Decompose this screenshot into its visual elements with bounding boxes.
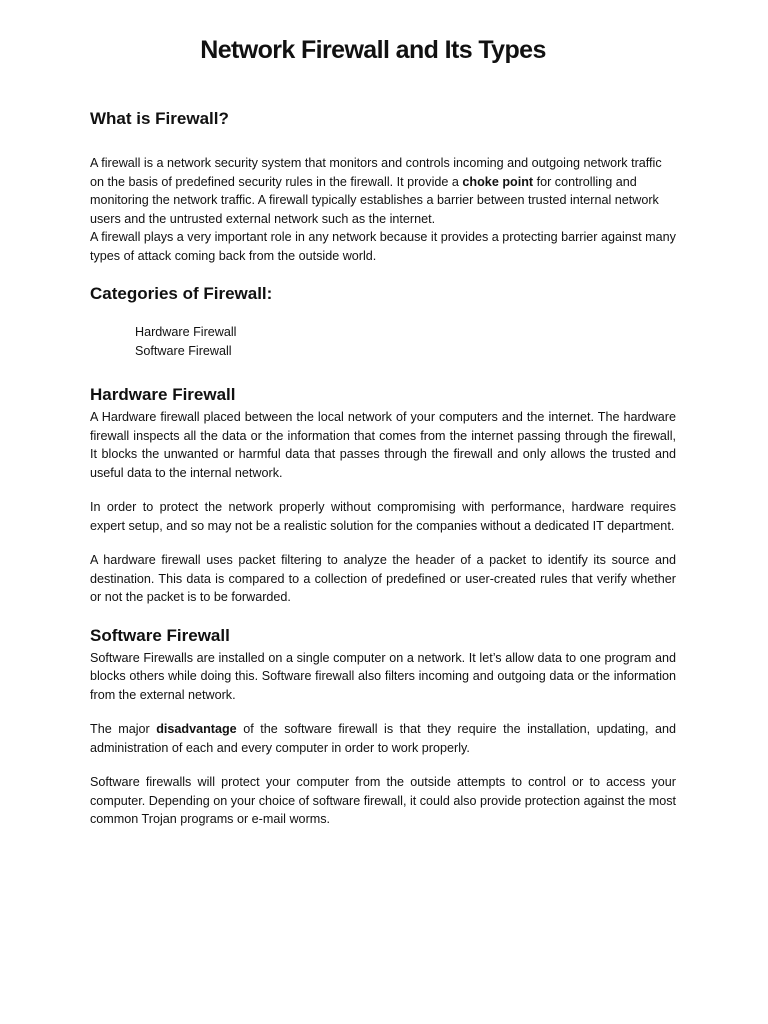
paragraph-hardware-3: A hardware firewall uses packet filtering to analyze the header of a packet to identify its source and destination. This data is compared to a collection of predefined or user-created rules that verify whether or not the packet is to be forwarded.: [90, 553, 676, 604]
category-item-software: Software Firewall: [135, 343, 232, 358]
heading-hardware-firewall: Hardware Firewall: [90, 385, 236, 404]
text-run: of the software firewall is that they require the installation, updating, and administration of each and every computer in order to work properly.: [90, 722, 676, 755]
text-run: The major: [90, 722, 157, 736]
bold-text-disadvantage: disadvantage: [156, 722, 237, 736]
heading-what-is-firewall: What is Firewall?: [90, 109, 229, 128]
document-body: [90, 106, 676, 829]
paragraph-hardware-2: In order to protect the network properly without compromising with performance, hardware requires expert setup, and so may not be a realistic solution for the companies without a dedicated IT department.: [90, 500, 676, 533]
heading-software-firewall: Software Firewall: [90, 625, 230, 645]
paragraph-hardware-1: A Hardware firewall placed between the local network of your computers and the internet. The hardware firewall inspects all the data or the information that comes from the internet passing through the firewall, It blocks the unwanted or harmful data that passes through the firewall and only allows the trusted and useful data to the internal network.: [90, 410, 676, 480]
paragraph-software-3: Software firewalls will protect your computer from the outside attempts to control or to access your computer. Depending on your choice of software firewall, it could also provide protection against the most common Trojan programs or e-mail worms.: [90, 775, 676, 826]
paragraph-software-2: [90, 720, 676, 757]
paragraph-what-is-2: A firewall plays a very important role in any network because it provides a protecting barrier against many types of attack coming back from the outside world.: [90, 230, 676, 263]
text-run: A firewall is a network security system that monitors and controls incoming and outgoing network traffic on the basis of predefined security rules in the firewall. It provide a: [90, 156, 662, 189]
category-list: [90, 323, 676, 360]
text-run: for controlling and monitoring the network traffic. A firewall typically establishes a barrier between trusted internal network users and the untrusted external network such as the internet.: [90, 174, 659, 226]
paragraph-software-1: Software Firewalls are installed on a single computer on a network. It let’s allow data to one program and blocks others while doing this. Software firewall also filters incoming and outgoing data or the information from the external network.: [90, 650, 676, 702]
heading-categories: Categories of Firewall:: [90, 284, 273, 303]
paragraph-what-is-1: [90, 154, 676, 228]
page-title: Network Firewall and Its Types: [200, 36, 546, 64]
category-item-hardware: Hardware Firewall: [135, 325, 237, 339]
bold-text-choke-point: choke point: [462, 174, 534, 189]
